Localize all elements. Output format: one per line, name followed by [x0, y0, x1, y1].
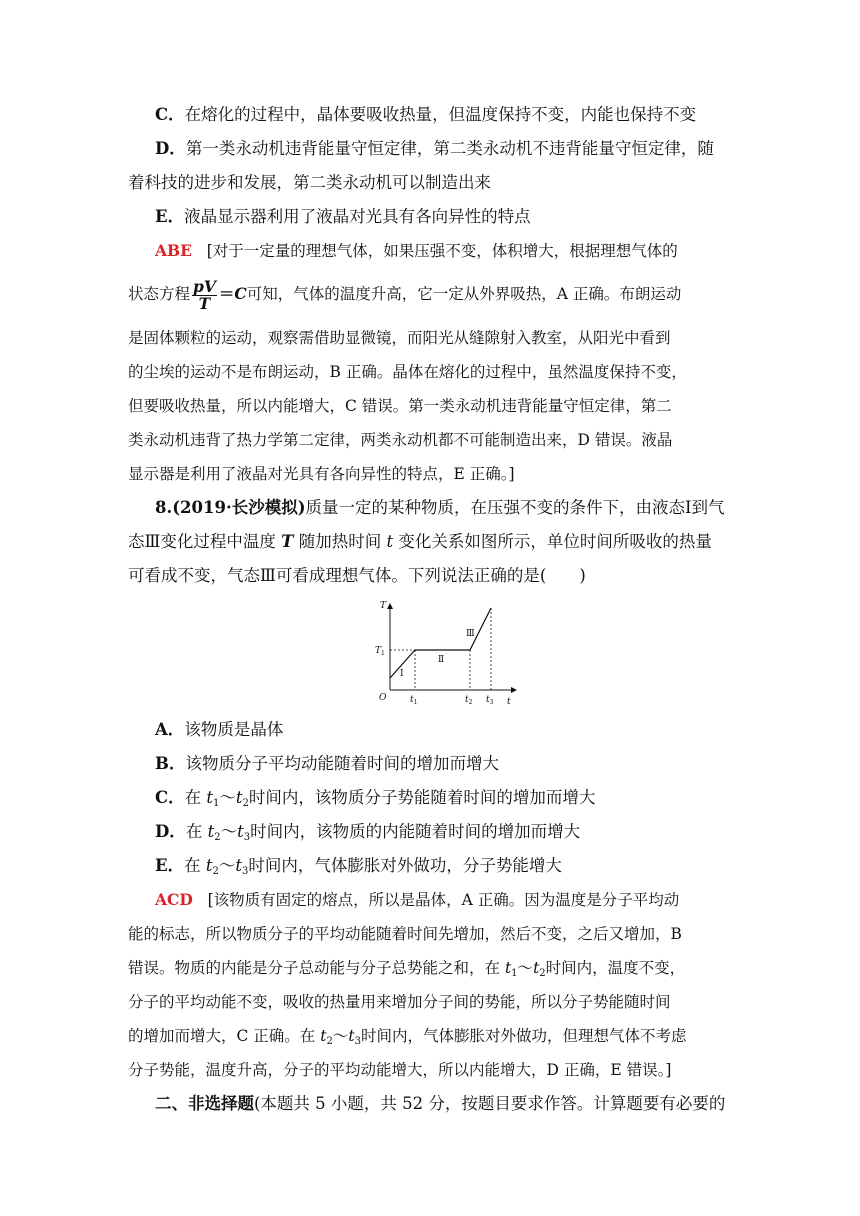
stage-2-label: Ⅱ [438, 655, 445, 665]
question-8-line-1: 8.(2019·长沙模拟)质量一定的某种物质，在压强不变的条件下，由液态Ⅰ到气 [155, 498, 725, 517]
explanation-line-3: 是固体颗粒的运动，观察需借助显微镜，而阳光从缝隙射入教室，从阳光中看到 [128, 329, 671, 347]
q8-explanation-line-5: 的增加而增大，C 正确。在 $t_2\sim t_3$时间内，气体膨胀对外做功，但理想气体不考虑 [128, 1027, 687, 1047]
graph-svg [370, 596, 520, 708]
answer-label: ABE [155, 241, 192, 260]
option-d-prev: D．第一类永动机违背能量守恒定律，第二类永动机不违背能量守恒定律，随 [155, 139, 714, 158]
tick-t2: $t_2$ [465, 695, 473, 706]
option-d-prev-cont: 着科技的进步和发展，第二类永动机可以制造出来 [128, 173, 491, 192]
x-axis-label: t [507, 697, 511, 707]
explanation-line-4: 的尘埃的运动不是布朗运动，B 正确。晶体在熔化的过程中，虽然温度保持不变， [128, 363, 687, 381]
y-axis-label: T [380, 601, 387, 611]
explanation-line-7: 显示器是利用了液晶对光具有各向异性的特点，E 正确。] [128, 465, 515, 483]
q8-explanation-line-3: 错误。物质的内能是分子总动能与分子总势能之和，在 $t_1\sim t_2$时间内，温度不变， [128, 959, 686, 979]
tick-t1: $t_1$ [410, 695, 418, 706]
tick-t3: $t_3$ [486, 695, 494, 706]
fraction-pv-over-t: $\frac{pV}{T}$ [193, 276, 216, 313]
t1-temp-label: $T_1$ [375, 646, 385, 657]
option-e: E．在 $t_2\sim t_3$时间内，气体膨胀对外做功，分子势能增大 [155, 856, 562, 877]
stage-1-label: Ⅰ [400, 669, 404, 679]
q8-explanation-line-4: 分子的平均动能不变，吸收的热量用来增加分子间的势能，所以分子势能随时间 [128, 993, 671, 1011]
heating-curve [390, 608, 491, 678]
question-8-line-3: 可看成不变，气态Ⅲ可看成理想气体。下列说法正确的是( ) [128, 566, 586, 585]
q8-explanation-line-2: 能的标志，所以物质分子的平均动能随着时间先增加，然后不变，之后又增加，B [128, 925, 682, 943]
question-8-line-2: 态Ⅲ变化过程中温度 T 随加热时间 t 变化关系如图所示，单位时间所吸收的热量 [128, 532, 712, 551]
explanation-line-6: 类永动机违背了热力学第二定律，两类永动机都不可能制造出来，D 错误。液晶 [128, 431, 673, 449]
option-c: C．在 $t_1\sim t_2$时间内，该物质分子势能随着时间的增加而增大 [155, 788, 596, 809]
stage-3-label: Ⅲ [466, 629, 475, 639]
origin-label: O [379, 693, 387, 703]
option-a: A．该物质是晶体 [155, 720, 284, 739]
explanation-line-5: 但要吸收热量，所以内能增大，C 错误。第一类永动机违背能量守恒定律，第二 [128, 397, 672, 415]
answer-prev: ABE [对于一定量的理想气体，如果压强不变，体积增大，根据理想气体的 [155, 241, 678, 260]
section-2-heading: 二、非选择题(本题共 5 小题，共 52 分，按题目要求作答。计算题要有必要的 [155, 1094, 726, 1113]
option-d: D．在 $t_2\sim t_3$时间内，该物质的内能随着时间的增加而增大 [155, 822, 581, 843]
q8-explanation-line-6: 分子势能，温度升高，分子的平均动能增大，所以内能增大，D 正确，E 错误。] [128, 1061, 672, 1079]
answer-q8: ACD [该物质有固定的熔点，所以是晶体，A 正确。因为温度是分子平均动 [155, 890, 680, 909]
option-b: B．该物质分子平均动能随着时间的增加而增大 [155, 754, 499, 773]
option-e-prev: E．液晶显示器利用了液晶对光具有各向异性的特点 [155, 207, 531, 226]
option-c-prev: C．在熔化的过程中，晶体要吸收热量，但温度保持不变，内能也保持不变 [155, 105, 697, 124]
explanation-line-2: 状态方程 $\frac{pV}{T}$ ＝C可知，气体的温度升高，它一定从外界吸热，A 正确。布朗运动 [128, 276, 682, 313]
answer-label: ACD [155, 890, 193, 909]
temperature-time-graph [370, 596, 520, 708]
